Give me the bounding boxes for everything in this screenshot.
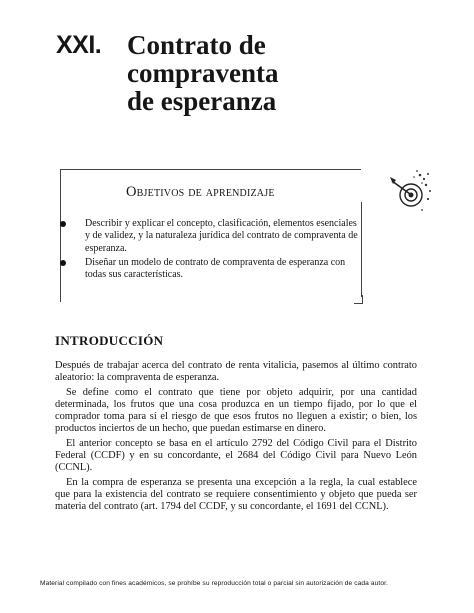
box-border [361, 202, 362, 297]
objectives-box [60, 169, 361, 302]
paragraph: En la compra de esperanza se presenta una excepción a la regla, la cual establece que para la existencia del contrato se requiere consentimiento y objeto que pueda ser materia del contrato (art. 1794 del CCDF, y su concordante, el 1691 del CCNL). [55, 476, 417, 513]
section-heading: INTRODUCCIÓN [55, 333, 164, 348]
target-emblem-icon [384, 165, 434, 220]
chapter-title [127, 31, 278, 115]
body-text [55, 360, 417, 514]
chapter-title-line: de esperanza [127, 86, 277, 116]
paragraph: Se define como el contrato que tiene por objeto adquirir, por una cantidad determinada, los frutos que una cosa produzca en un tiempo fijado, por lo que el comprador toma para sí el riesgo de que esos frutos no lleguen a existir; o bien, los productos inciertos de un hecho, que puedan estimarse en dinero. [55, 386, 417, 435]
box-corner [354, 295, 363, 304]
copyright-footer: Material compilado con fines académicos, se prohíbe su reproducción total o parcial sin autorización de cada autor. [40, 580, 388, 587]
objectives-list [61, 218, 361, 283]
objectives-heading: Objetivos de aprendizaje [126, 184, 275, 200]
chapter-title-line: compraventa [127, 58, 279, 88]
chapter-title-line: Contrato de [127, 30, 266, 60]
chapter-number: XXI. [56, 31, 102, 59]
objective-item [61, 218, 361, 255]
paragraph: El anterior concepto se basa en el artículo 2792 del Código Civil para el Distrito Federal (CCDF) y en su concordante, el 2684 del Código Civil para Nuevo León (CCNL). [55, 437, 417, 474]
bullet-icon [60, 260, 66, 266]
objective-text: Describir y explicar el concepto, clasificación, elementos esenciales y de validez, y la naturaleza jurídica del contrato de compraventa de esperanza. [85, 218, 358, 254]
paragraph: Después de trabajar acerca del contrato de renta vitalicia, pasemos al último contrato aleatorio: la compraventa de esperanza. [55, 360, 417, 384]
bullet-icon [60, 221, 66, 227]
objective-item [61, 257, 361, 282]
objective-text: Diseñar un modelo de contrato de compraventa de esperanza con todas sus características. [85, 256, 346, 281]
